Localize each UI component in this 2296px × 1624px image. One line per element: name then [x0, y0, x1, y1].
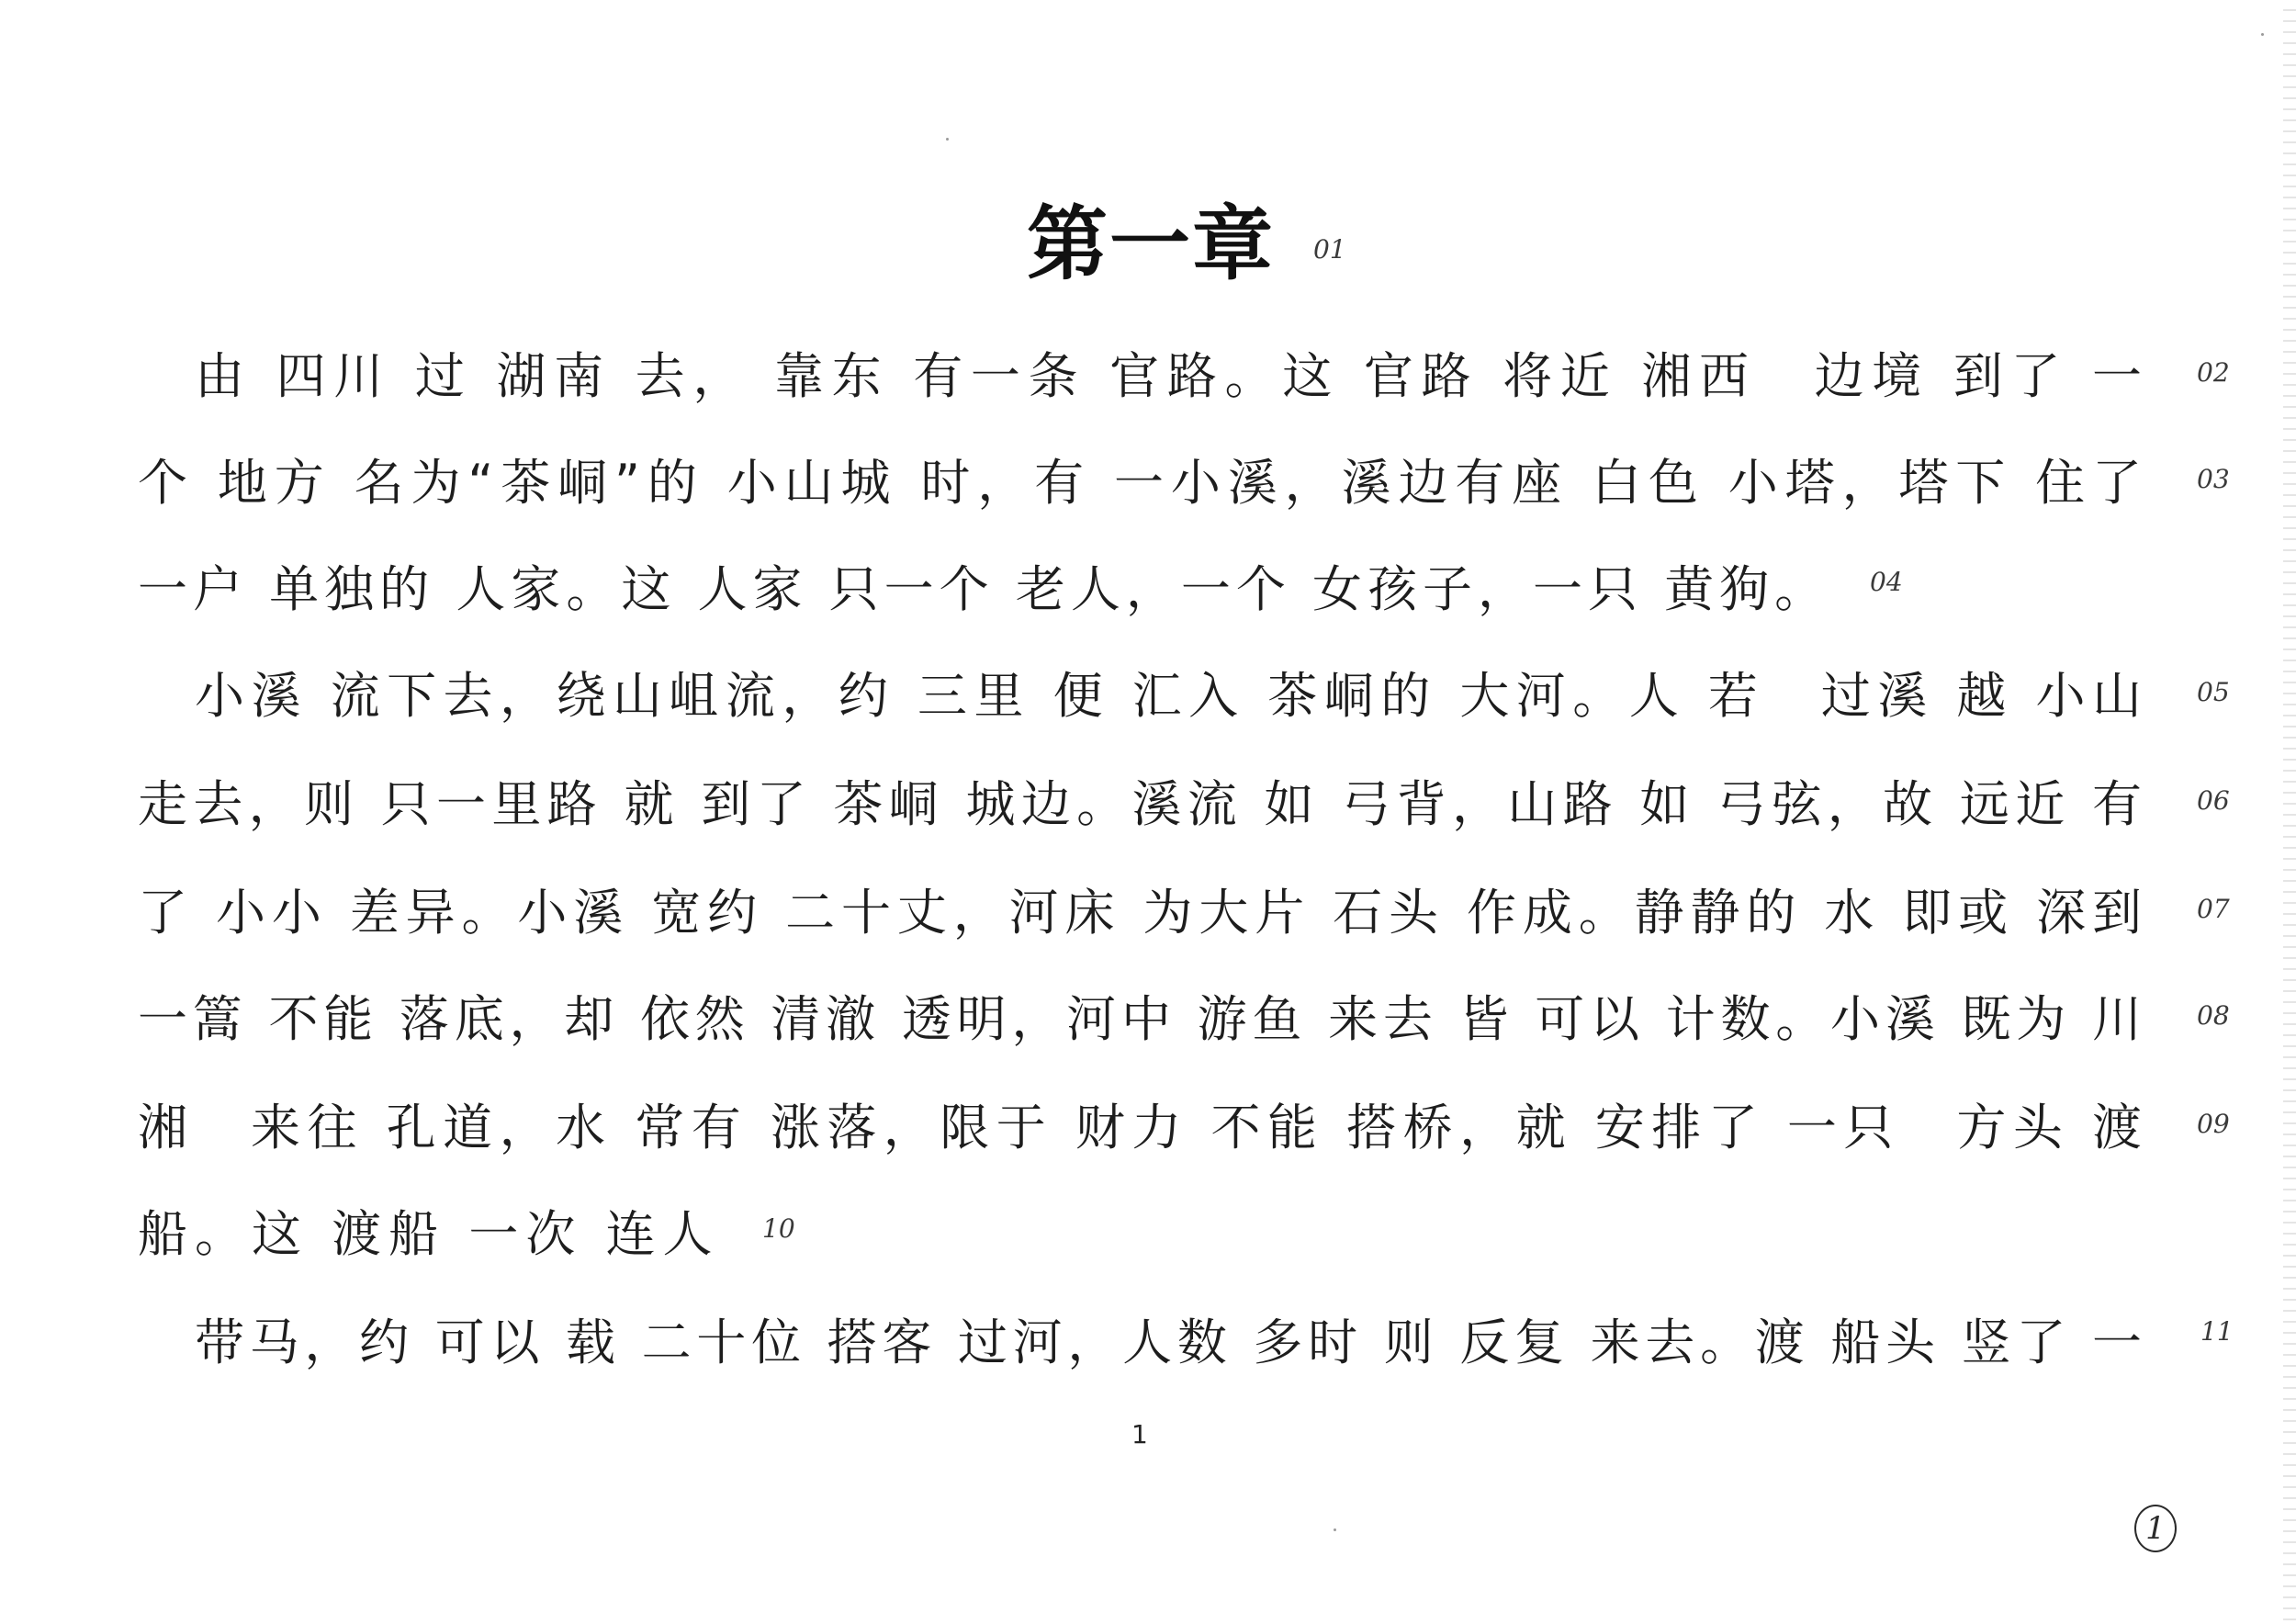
text-line-03	[138, 445, 2142, 522]
circled-page-mark-text: 1	[2145, 1510, 2166, 1547]
scan-speck	[2261, 33, 2264, 36]
scan-speck	[946, 138, 949, 141]
line-text: 由 四川 过 湖南 去， 靠东 有一条 官路。这 官路 将近 湘西 边境 到了 一	[195, 347, 2142, 405]
line-number-11: 11	[2200, 1316, 2234, 1347]
line-text: 个 地方 名为“茶峒”的 小山城 时，有 一小溪，溪边有座 白色 小塔，塔下 住了	[138, 454, 2142, 512]
line-number-06: 06	[2197, 785, 2230, 816]
text-line-09	[138, 1089, 2142, 1167]
line-number-04: 04	[1870, 567, 1903, 597]
text-line-05	[195, 658, 2142, 735]
line-text: 一篙 不能 落底，却 依然 清澈 透明，河中 游鱼 来去 皆 可以 计数。小溪 既为 川	[138, 990, 2142, 1048]
line-number-08: 08	[2197, 1000, 2230, 1031]
text-line-02	[195, 338, 2142, 415]
line-text: 走去，则 只一里路 就 到了 茶峒 城边。溪流 如 弓背，山路 如 弓弦，故 远近 有	[138, 775, 2142, 833]
scan-speck	[1334, 1528, 1336, 1531]
text-line-11	[195, 1304, 2142, 1382]
line-text: 带马，约 可以 载 二十位 搭客 过河，人数 多时 则 反复 来去。渡 船头 竖了 一	[195, 1314, 2142, 1371]
line-text: 了 小小 差异。小溪 宽约 二十丈，河床 为大片 石头 作成。静静的 水 即或 深到	[138, 884, 2142, 942]
text-line-06	[138, 766, 2142, 843]
line-number-10: 10	[762, 1213, 795, 1244]
line-number-02: 02	[2197, 357, 2230, 388]
scan-edge	[2283, 0, 2296, 1624]
chapter-title: 第一章	[1027, 197, 1276, 291]
text-line-04	[138, 551, 1829, 628]
circled-page-mark	[2134, 1505, 2177, 1552]
line-text: 船。这 渡船 一次 连人	[138, 1205, 720, 1263]
line-number-01: 01	[1313, 234, 1346, 265]
text-line-10	[138, 1196, 720, 1273]
line-number-05: 05	[2197, 677, 2230, 707]
text-line-07	[138, 874, 2142, 952]
line-number-07: 07	[2197, 894, 2230, 924]
line-number-03: 03	[2197, 464, 2230, 494]
line-number-09: 09	[2197, 1109, 2230, 1139]
page-number: 1	[1131, 1419, 1148, 1449]
line-text: 一户 单独的 人家。这 人家 只一个 老人，一个 女孩子，一只 黄狗。	[138, 560, 1830, 618]
text-line-08	[138, 981, 2142, 1058]
line-text: 小溪 流下去，绕山岨流，约 三里 便 汇入 茶峒的 大河。人 若 过溪 越 小山	[195, 667, 2142, 725]
line-text: 湘 来往 孔道，水 常有 涨落，限于 财力 不能 搭桥，就 安排了 一只 方头 渡	[138, 1099, 2142, 1156]
